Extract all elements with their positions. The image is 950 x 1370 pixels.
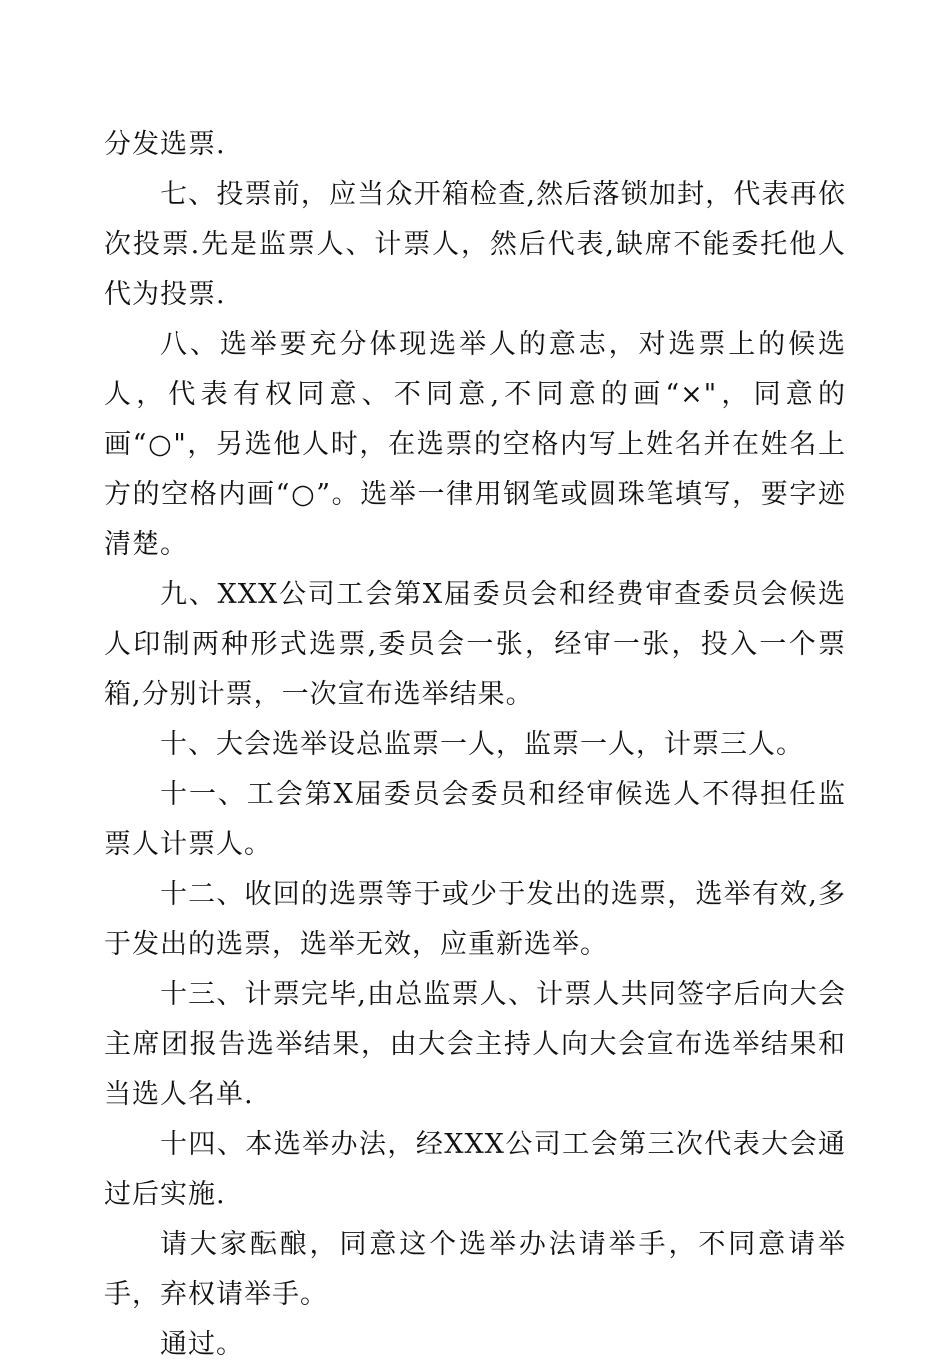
paragraph-item-10: 十、大会选举设总监票一人，监票一人，计票三人。 <box>160 729 804 760</box>
paragraph-item-12: 十二、收回的选票等于或少于发出的选票，选举有效,多于发出的选票，选举无效，应重新选举。 <box>104 879 846 960</box>
paragraph-item-13: 十三、计票完毕,由总监票人、计票人共同签字后向大会主席团报告选举结果，由大会主持人向大会宣布选举结果和当选人名单. <box>104 979 846 1110</box>
document-body <box>104 120 846 1370</box>
paragraph-vote-call: 请大家酝酿，同意这个选举办法请举手，不同意请举手，弃权请举手。 <box>104 1229 846 1310</box>
paragraph-continuation: 分发选票. <box>104 129 226 160</box>
paragraph-item-7: 七、投票前，应当众开箱检查,然后落锁加封，代表再依次投票.先是监票人、计票人，然后代表,缺席不能委托他人代为投票. <box>104 179 846 310</box>
paragraph-passed: 通过。 <box>160 1329 244 1360</box>
paragraph-item-11: 十一、工会第X届委员会委员和经审候选人不得担任监票人计票人。 <box>104 779 846 860</box>
paragraph-item-14: 十四、本选举办法，经XXX公司工会第三次代表大会通过后实施. <box>104 1129 846 1210</box>
paragraph-item-8: 八、选举要充分体现选举人的意志，对选票上的候选人，代表有权同意、不同意,不同意的画“×"，同意的画“○"，另选他人时，在选票的空格内写上姓名并在姓名上方的空格内画“○”。选举一律用钢笔或圆珠笔填写，要字迹清楚。 <box>104 329 846 560</box>
paragraph-item-9: 九、XXX公司工会第X届委员会和经费审查委员会候选人印制两种形式选票,委员会一张，经审一张，投入一个票箱,分别计票，一次宣布选举结果。 <box>104 579 846 710</box>
